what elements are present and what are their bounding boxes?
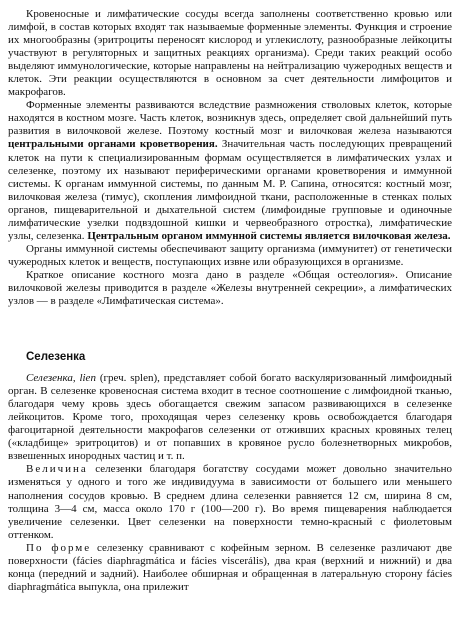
section-heading-spleen: Селезенка	[26, 351, 86, 364]
paragraph-hematopoiesis	[8, 99, 452, 243]
term-central-organs: центральными органами кроветворения.	[8, 138, 218, 151]
statement-thymus-central: Центральным органом иммунной системы является вилочковая железа.	[87, 229, 451, 242]
text-run: селезенку сравнивают с кофейным зерном. В селезенке различают две поверхности (fácies diaphragmática и fácies viscerális), два края (верхний и нижний) и два конца (передний и задний). Наиболее обширная и обращенная в латеральную сторону fácies diaphragmática выпукла, она прилежит	[8, 541, 452, 593]
paragraph-spleen-definition	[8, 372, 452, 463]
paragraph-immune-protection: Органы иммунной системы обеспечивают защиту организма (иммунитет) от генетически чужеродных клеток и веществ, поступающих извне или образующихся в организме.	[8, 242, 452, 268]
text-run: Форменные элементы развиваются вследствие размножения стволовых клеток, которые находятся в костном мозге. Часть клеток, возникнув здесь, определяет свой дальнейший путь развития в вилочковой железе. Поэтому костный мозг и вилочковая железа называются	[8, 99, 452, 138]
paragraph-spleen-shape	[8, 542, 452, 594]
term-shape: По форме	[26, 541, 92, 554]
intro-paragraph-blood-cells: Кровеносные и лимфатические сосуды всегда заполнены соответственно кровью или лимфой, в состав которых входят так называемые форменные элементы. Функция и строение их многообразны (эритроциты переносят кислород и углекислоту, разнообразные лейкоциты участвуют в регуляторных и защитных реакциях организма). Среди таких реакций особо выделяют иммунологические, которые направлены на нейтрализацию чужеродных веществ и клеток. Эти реакции осуществляются в основном за счет деятельности лимфоцитов и макрофагов.	[8, 8, 452, 99]
paragraph-cross-references: Краткое описание костного мозга дано в разделе «Общая остеология». Описание вилочковой железы приводится в разделе «Железы внутренней секреции», а лимфатических узлов — в разделе «Лимфатическая система».	[8, 268, 452, 308]
text-run: селезенки благодаря богатству сосудами может довольно значительно изменяться у одного и того же индивидуума в зависимости от большего или меньшего наполнения сосудов кровью. В среднем длина селезенки равняется 12 см, ширина 8 см, толщина 3—4 см, масса около 170 г (100—200 г). Во время пищеварения наблюдается увеличение селезенки. Цвет селезенки на поверхности темно-красный с фиолетовым оттенком.	[8, 463, 452, 541]
text-run: Значительная часть последующих превращений клеток на пути к специализированным формам осуществляется в лимфатических узлах и селезенке, поэтому их называют периферическими органами кроветворения и иммунной системы. К органам иммунной системы, по данным М. Р. Сапина, относятся: костный мозг, вилочковая железа (тимус), скопления лимфоидной ткани, расположенные в стенках полых органов, пищеварительной и дыхательной систем (лимфоидные групповые и одиночные лимфатические узелки подвздошной кишки и червеобразного отростка), лимфатические узлы, селезенка.	[8, 138, 452, 242]
term-size: Величина	[26, 463, 88, 476]
term-spleen-lien: Селезенка, lien	[26, 372, 96, 385]
paragraph-spleen-size	[8, 463, 452, 541]
text-run: (греч. splen), представляет собой богато васкуляризованный лимфоидный орган. В селезенке кровеносная система входит в тесное соотношение с лимфоидной тканью, благодаря чему кровь здесь обогащается свежим запасом развивающихся в селезенке лейкоцитов. Кроме того, проходящая через селезенку кровь освобождается благодаря фагоцитарной деятельности макрофагов селезенки от отживших красных кровяных телец («кладбище» эритроцитов) и от попавших в кровяное русло болезнетворных микробов, взвешенных инородных частиц и т. п.	[8, 372, 452, 463]
